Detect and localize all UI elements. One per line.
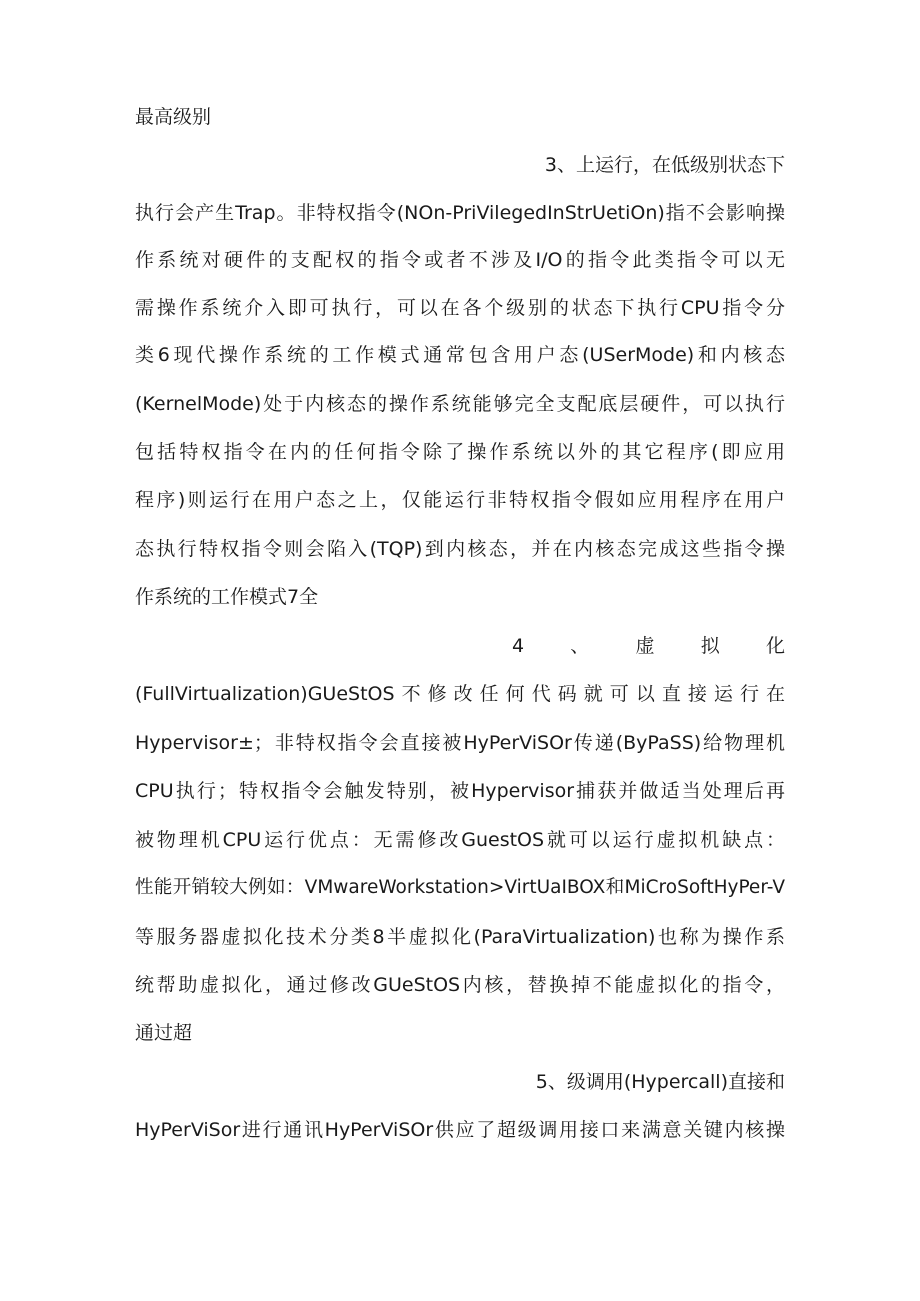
text-line: 执行会产生Trap。非特权指令(NOn-PriVilegedInStrUetiOn)指不会影响操 — [135, 202, 785, 224]
text-line: (KernelMode)处于内核态的操作系统能够完全支配底层硬件，可以执行 — [135, 393, 785, 415]
text-line: 态执行特权指令则会陷入(TQP)到内核态，并在内核态完成这些指令操 — [135, 538, 785, 560]
heading-word: 拟 — [700, 635, 720, 657]
text-line: 被物理机CPU运行优点：无需修改GuestOS就可以运行虚拟机缺点： — [135, 829, 785, 851]
heading-number: 4 — [512, 635, 525, 657]
text-line: 通过超 — [135, 1022, 193, 1044]
heading-separator: 、 — [570, 635, 590, 657]
section-3-heading: 3、上运行，在低级别状态下 — [544, 154, 785, 176]
text-line: 作系统的工作模式7全 — [135, 586, 319, 608]
heading-word: 化 — [765, 635, 785, 657]
text-line: Hypervisor±；非特权指令会直接被HyPerViSOr传递(ByPaSS)给物理机 — [135, 732, 785, 754]
text-line: 类6现代操作系统的工作模式通常包含用户态(USerMode)和内核态 — [135, 344, 785, 366]
text-line: 统帮助虚拟化，通过修改GUeStOS内核，替换掉不能虚拟化的指令， — [135, 974, 785, 996]
text-line: 等服务器虚拟化技术分类8半虚拟化(ParaVirtualization)也称为操作系 — [135, 926, 785, 948]
text-line: 最高级别 — [135, 106, 212, 128]
text-line: CPU执行；特权指令会触发特别，被Hypervisor捕获并做适当处理后再 — [135, 780, 785, 802]
text-line: HyPerViSor进行通讯HyPerViSOr供应了超级调用接口来满意关键内核操 — [135, 1119, 785, 1141]
text-line: 程序)则运行在用户态之上，仅能运行非特权指令假如应用程序在用户 — [135, 489, 785, 511]
text-line: 作系统对硬件的支配权的指令或者不涉及I/O的指令此类指令可以无 — [135, 249, 785, 271]
heading-word: 虚 — [635, 635, 655, 657]
text-line: (FullVirtualization)GUeStOS不修改任何代码就可以直接运行在 — [135, 683, 785, 705]
section-4-heading — [512, 633, 785, 659]
text-line: 需操作系统介入即可执行，可以在各个级别的状态下执行CPU指令分 — [135, 297, 785, 319]
text-line: 性能开销较大例如：VMwareWorkstation>VirtUaIBOX和MiCroSoftHyPer-V — [135, 877, 785, 898]
text-line: 包括特权指令在内的任何指令除了操作系统以外的其它程序(即应用 — [135, 441, 785, 463]
section-5-heading: 5、级调用(Hypercall)直接和 — [535, 1071, 785, 1093]
